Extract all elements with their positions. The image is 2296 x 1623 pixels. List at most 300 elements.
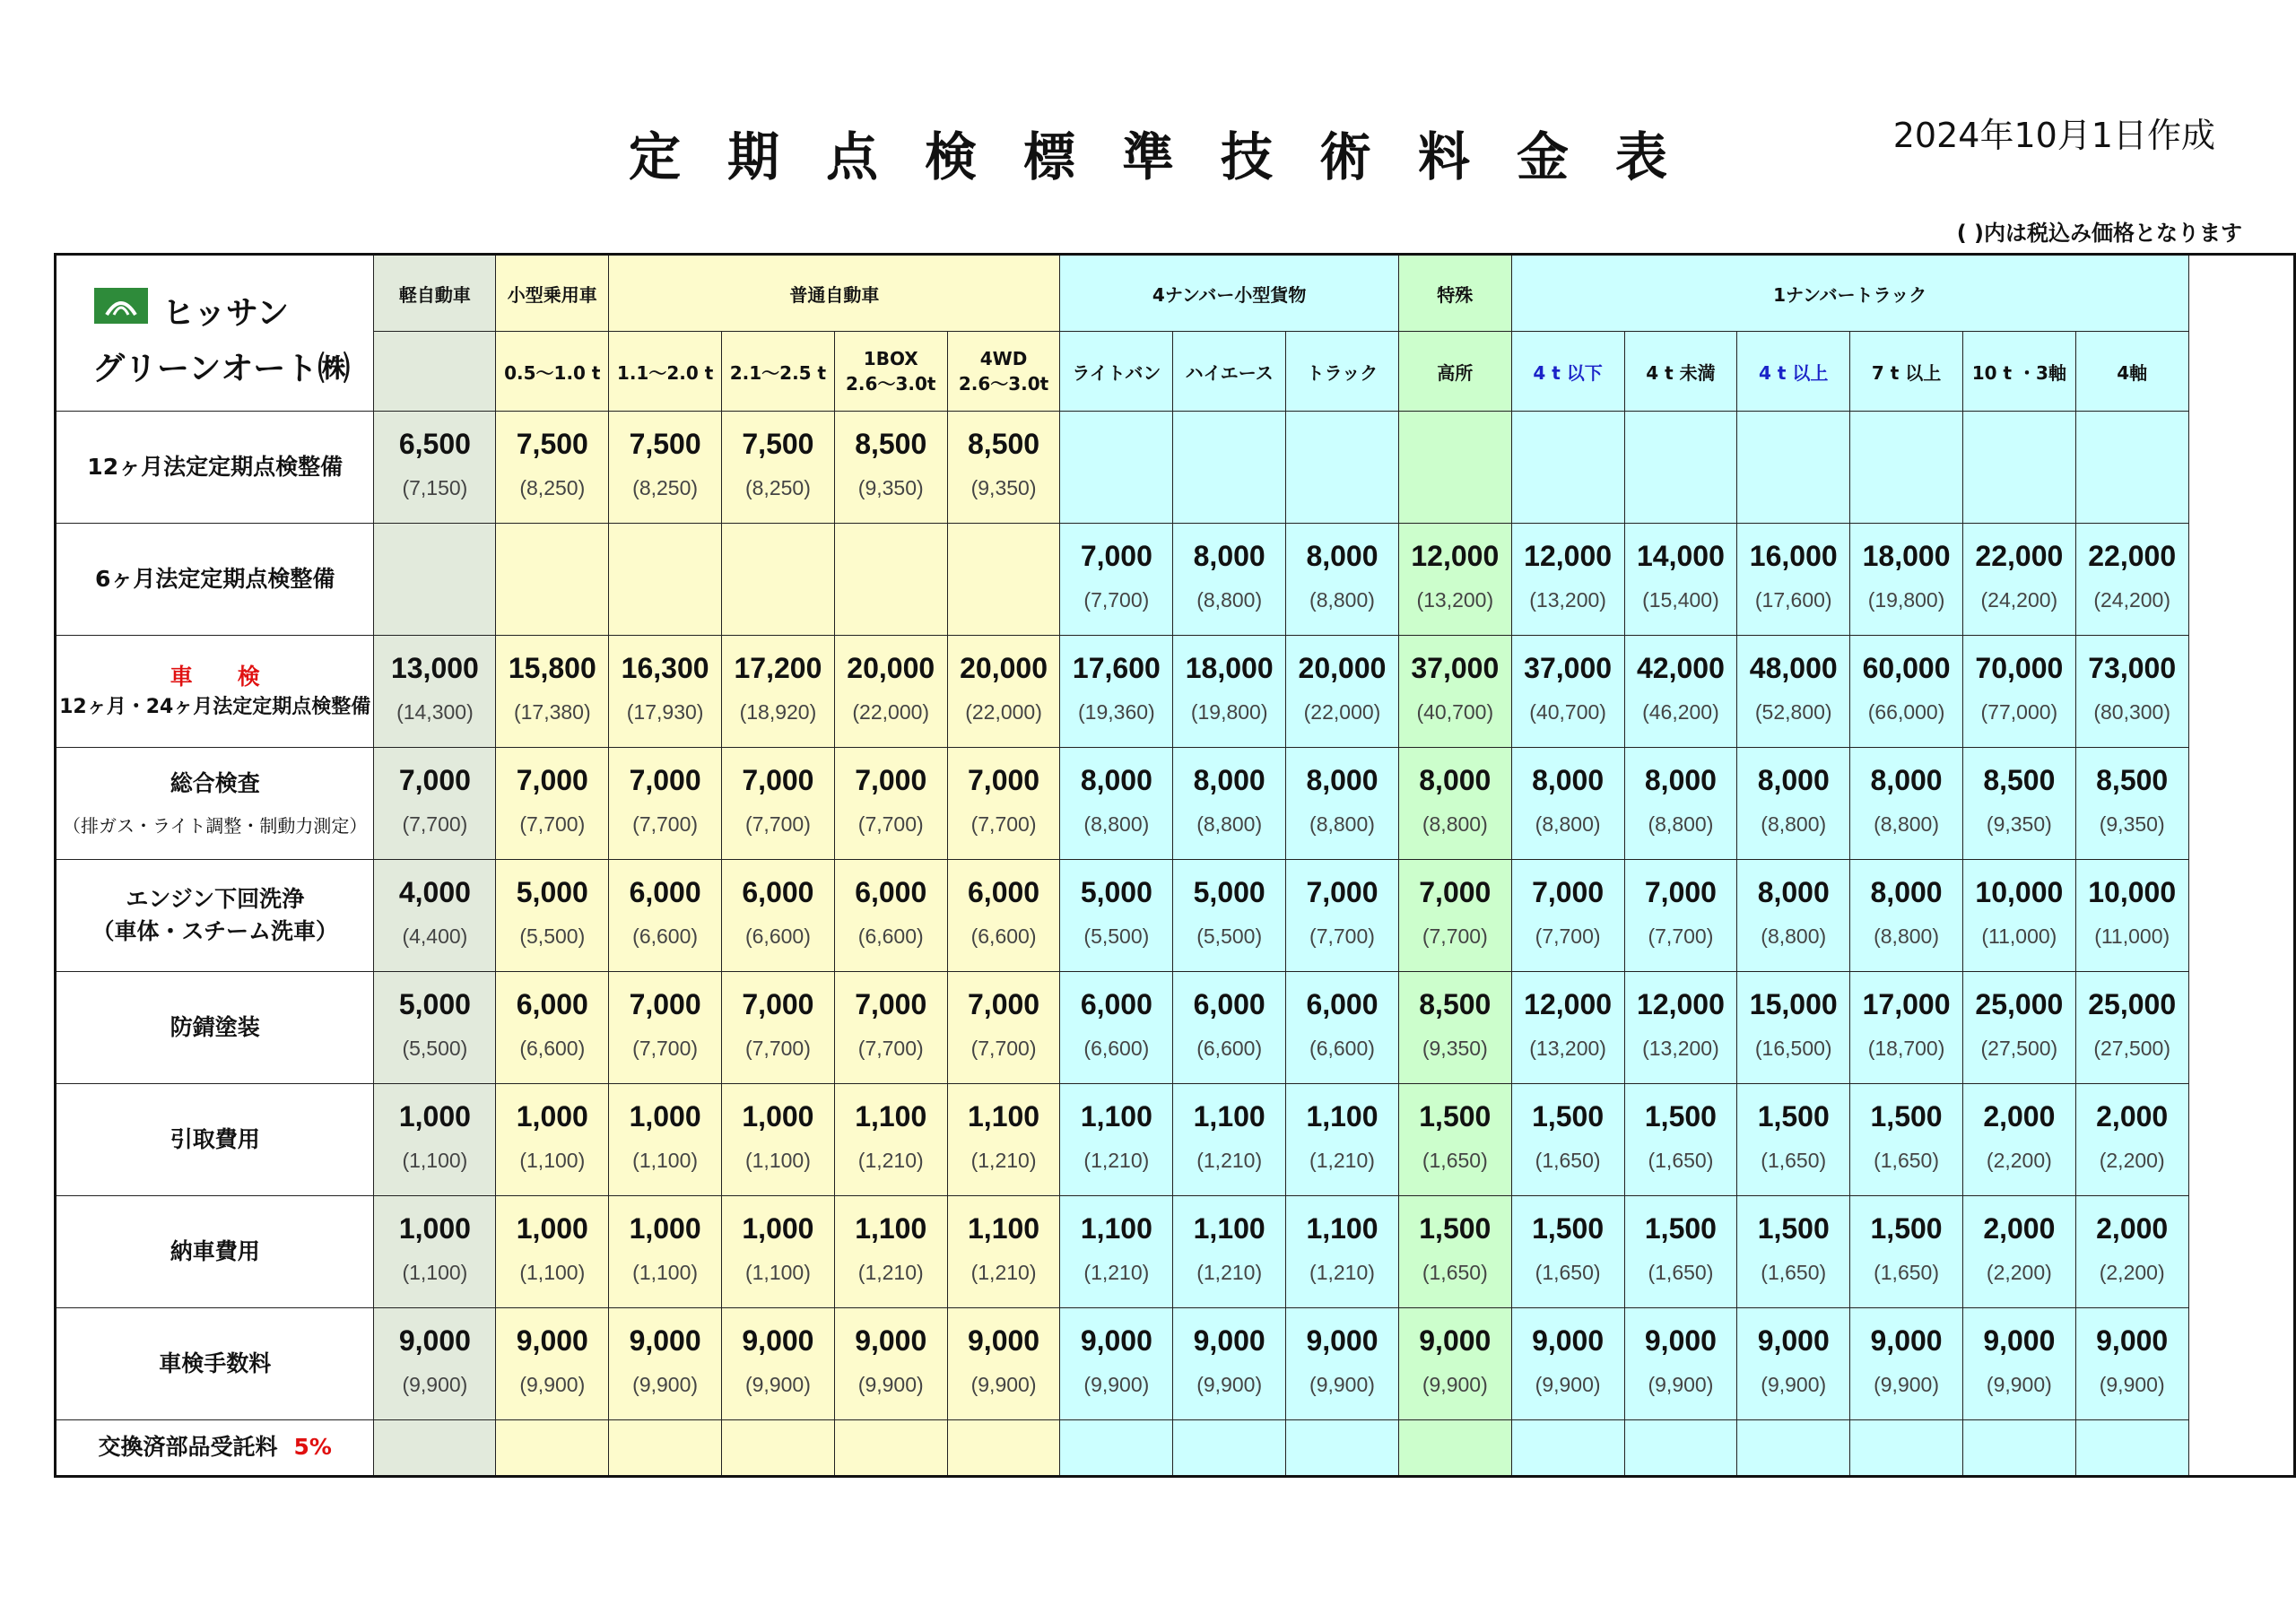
price-value: 1,500 bbox=[1644, 1099, 1717, 1133]
price-value: 37,000 bbox=[1411, 651, 1500, 684]
page-title: 定期点検標準技術料金表 bbox=[628, 126, 1714, 187]
price-value: 18,000 bbox=[1185, 651, 1274, 684]
price-cell bbox=[1286, 1084, 1399, 1196]
empty-cell bbox=[947, 1420, 1060, 1477]
table-row bbox=[56, 748, 2295, 860]
price-cell bbox=[609, 748, 722, 860]
row-label bbox=[56, 412, 374, 524]
price-tax-included: (1,650) bbox=[1761, 1148, 1827, 1172]
empty-cell bbox=[609, 1420, 722, 1477]
price-value: 15,800 bbox=[508, 651, 596, 684]
price-tax-included: (1,210) bbox=[857, 1260, 924, 1284]
price-cell bbox=[1060, 1308, 1173, 1420]
price-value: 9,000 bbox=[742, 1324, 814, 1357]
price-value: 16,000 bbox=[1749, 539, 1838, 572]
price-tax-included: (22,000) bbox=[1303, 699, 1381, 724]
price-cell bbox=[1737, 1308, 1850, 1420]
table-row bbox=[56, 1308, 2295, 1420]
price-value: 2,000 bbox=[1983, 1099, 2056, 1133]
subheader-label: トラック bbox=[1306, 361, 1378, 384]
price-tax-included: (19,360) bbox=[1078, 699, 1155, 724]
price-value: 1,000 bbox=[629, 1211, 701, 1245]
price-tax-included: (1,100) bbox=[632, 1260, 699, 1284]
price-value: 4,000 bbox=[398, 875, 471, 908]
price-cell bbox=[1060, 412, 1173, 524]
price-tax-included: (9,900) bbox=[1761, 1372, 1827, 1396]
price-tax-included: (1,210) bbox=[1196, 1148, 1263, 1172]
price-value: 2,000 bbox=[1983, 1211, 2056, 1245]
price-cell bbox=[1850, 524, 1963, 636]
price-cell bbox=[1850, 1196, 1963, 1308]
empty-cell bbox=[1398, 1420, 1511, 1477]
price-tax-included: (8,800) bbox=[1761, 812, 1827, 836]
price-value: 60,000 bbox=[1862, 651, 1951, 684]
price-value: 7,000 bbox=[629, 763, 701, 796]
price-cell bbox=[947, 1308, 1060, 1420]
price-value: 48,000 bbox=[1749, 651, 1838, 684]
price-tax-included: (19,800) bbox=[1867, 587, 1945, 612]
subheader-label: 7 t 以上 bbox=[1871, 361, 1942, 384]
price-cell bbox=[609, 1084, 722, 1196]
price-tax-included: (7,700) bbox=[970, 1036, 1037, 1060]
price-value: 1,000 bbox=[398, 1211, 471, 1245]
row-label bbox=[56, 1308, 374, 1420]
price-cell bbox=[1511, 412, 1624, 524]
price-value: 9,000 bbox=[1644, 1324, 1717, 1357]
price-cell bbox=[1060, 1084, 1173, 1196]
price-value: 7,500 bbox=[629, 427, 701, 460]
price-tax-included: (9,900) bbox=[1648, 1372, 1714, 1396]
price-cell bbox=[834, 412, 947, 524]
price-value: 13,000 bbox=[390, 651, 479, 684]
price-tax-included: (17,930) bbox=[626, 699, 704, 724]
price-tax-included: (7,150) bbox=[402, 475, 468, 499]
price-tax-included: (9,900) bbox=[2099, 1372, 2165, 1396]
price-value: 1,000 bbox=[516, 1099, 588, 1133]
price-cell bbox=[1398, 1308, 1511, 1420]
price-cell bbox=[374, 412, 496, 524]
price-value: 8,000 bbox=[1306, 539, 1378, 572]
price-cell bbox=[1173, 1308, 1286, 1420]
row-label-main: 車 検 bbox=[170, 663, 260, 690]
empty-cell bbox=[1173, 1420, 1286, 1477]
empty-cell bbox=[1624, 1420, 1737, 1477]
price-value: 17,000 bbox=[1862, 987, 1951, 1020]
row-label-sub: （排ガス・ライト調整・制動力測定） bbox=[63, 814, 368, 837]
price-tax-included: (9,900) bbox=[519, 1372, 586, 1396]
price-cell bbox=[609, 972, 722, 1084]
price-value: 8,000 bbox=[1532, 763, 1605, 796]
price-value: 37,000 bbox=[1524, 651, 1613, 684]
price-cell bbox=[1511, 1196, 1624, 1308]
green-leaf-logo-icon bbox=[94, 288, 148, 324]
price-tax-included: (1,210) bbox=[1083, 1148, 1150, 1172]
price-tax-included: (13,200) bbox=[1642, 1036, 1719, 1060]
price-tax-included: (9,900) bbox=[744, 1372, 811, 1396]
group-header-small: 小型乗用車 bbox=[496, 255, 609, 332]
price-tax-included: (7,700) bbox=[632, 1036, 699, 1060]
price-tax-included: (9,900) bbox=[632, 1372, 699, 1396]
group-header-kei: 軽自動車 bbox=[374, 255, 496, 332]
price-value: 7,000 bbox=[855, 763, 927, 796]
price-tax-included: (9,900) bbox=[970, 1372, 1037, 1396]
company-name-line1: ヒッサン bbox=[162, 295, 290, 332]
subheader-2 bbox=[609, 332, 722, 412]
price-tax-included: (6,600) bbox=[1309, 1036, 1375, 1060]
price-tax-included: (2,200) bbox=[2099, 1260, 2165, 1284]
price-tax-included: (8,800) bbox=[1535, 812, 1601, 836]
price-tax-included: (9,900) bbox=[1874, 1372, 1939, 1396]
price-cell bbox=[1737, 860, 1850, 972]
price-cell bbox=[1962, 1196, 2075, 1308]
price-cell bbox=[1962, 748, 2075, 860]
price-tax-included: (14,300) bbox=[396, 699, 474, 724]
price-value: 8,000 bbox=[1757, 875, 1830, 908]
price-cell bbox=[374, 748, 496, 860]
price-value: 9,000 bbox=[1080, 1324, 1152, 1357]
price-value: 9,000 bbox=[1306, 1324, 1378, 1357]
price-cell bbox=[834, 1084, 947, 1196]
price-tax-included: (9,350) bbox=[857, 475, 924, 499]
price-cell bbox=[1173, 748, 1286, 860]
price-cell bbox=[1737, 1084, 1850, 1196]
price-tax-included: (24,200) bbox=[1980, 587, 2058, 612]
price-tax-included: (5,500) bbox=[1083, 924, 1150, 948]
price-cell bbox=[1624, 524, 1737, 636]
price-value: 1,100 bbox=[968, 1211, 1040, 1245]
price-cell bbox=[1850, 1084, 1963, 1196]
price-value: 6,000 bbox=[629, 875, 701, 908]
price-cell bbox=[722, 1196, 835, 1308]
price-tax-included: (9,350) bbox=[1422, 1036, 1488, 1060]
price-value: 7,000 bbox=[742, 987, 814, 1020]
company-cell bbox=[56, 255, 374, 412]
price-cell bbox=[496, 524, 609, 636]
price-value: 7,000 bbox=[1419, 875, 1492, 908]
price-tax-included: (7,700) bbox=[857, 1036, 924, 1060]
price-cell bbox=[1398, 972, 1511, 1084]
price-cell bbox=[1511, 524, 1624, 636]
subheader-1 bbox=[496, 332, 609, 412]
price-tax-included: (9,350) bbox=[1986, 812, 2052, 836]
price-tax-included: (1,650) bbox=[1761, 1260, 1827, 1284]
price-tax-included: (5,500) bbox=[1196, 924, 1263, 948]
price-cell bbox=[1398, 1084, 1511, 1196]
price-value: 8,000 bbox=[1419, 763, 1492, 796]
price-tax-included: (18,700) bbox=[1867, 1036, 1945, 1060]
price-tax-included: (8,800) bbox=[1309, 812, 1375, 836]
price-cell bbox=[1850, 412, 1963, 524]
price-tax-included: (8,800) bbox=[1874, 812, 1939, 836]
price-value: 10,000 bbox=[2088, 875, 2177, 908]
price-tax-included: (8,800) bbox=[1309, 587, 1375, 612]
price-value: 9,000 bbox=[2096, 1324, 2169, 1357]
price-value: 7,500 bbox=[742, 427, 814, 460]
price-tax-included: (1,210) bbox=[970, 1260, 1037, 1284]
price-cell bbox=[2075, 748, 2188, 860]
price-cell bbox=[1286, 1308, 1399, 1420]
subheader-10 bbox=[1511, 332, 1624, 412]
price-value: 7,000 bbox=[1532, 875, 1605, 908]
price-tax-included: (1,100) bbox=[744, 1148, 811, 1172]
row-label bbox=[56, 972, 374, 1084]
price-tax-included: (52,800) bbox=[1754, 699, 1832, 724]
price-value: 10,000 bbox=[1975, 875, 2064, 908]
price-tax-included: (8,250) bbox=[744, 475, 811, 499]
price-value: 1,000 bbox=[742, 1211, 814, 1245]
price-tax-included: (1,650) bbox=[1874, 1260, 1939, 1284]
price-cell bbox=[609, 1308, 722, 1420]
price-cell bbox=[496, 860, 609, 972]
price-cell bbox=[834, 972, 947, 1084]
price-value: 8,500 bbox=[2096, 763, 2169, 796]
empty-cell bbox=[1850, 1420, 1963, 1477]
row-label-main: 防錆塗装 bbox=[170, 1013, 260, 1040]
price-cell bbox=[1173, 1196, 1286, 1308]
table-row bbox=[56, 636, 2295, 748]
subheader-label: 4 t 以下 bbox=[1533, 361, 1603, 384]
price-cell bbox=[1737, 636, 1850, 748]
price-value: 7,500 bbox=[516, 427, 588, 460]
price-cell bbox=[1850, 1308, 1963, 1420]
empty-cell bbox=[2075, 1420, 2188, 1477]
subheader-15 bbox=[2075, 332, 2188, 412]
subheader-4 bbox=[834, 332, 947, 412]
price-value: 12,000 bbox=[1524, 539, 1613, 572]
empty-cell bbox=[834, 1420, 947, 1477]
price-tax-included: (7,700) bbox=[519, 812, 586, 836]
price-value: 8,000 bbox=[1306, 763, 1378, 796]
price-value: 8,500 bbox=[1983, 763, 2056, 796]
price-value: 6,000 bbox=[855, 875, 927, 908]
price-value: 6,000 bbox=[1306, 987, 1378, 1020]
price-value: 9,000 bbox=[1193, 1324, 1265, 1357]
company-name-line2: グリーンオート㈱ bbox=[92, 351, 351, 387]
price-value: 5,000 bbox=[1080, 875, 1152, 908]
price-tax-included: (5,500) bbox=[519, 924, 586, 948]
price-tax-included: (7,700) bbox=[857, 812, 924, 836]
table-row bbox=[56, 860, 2295, 972]
price-cell bbox=[1173, 860, 1286, 972]
price-tax-included: (1,650) bbox=[1422, 1148, 1488, 1172]
subheader-label: 1BOX 2.6～3.0t bbox=[846, 347, 936, 395]
price-cell bbox=[1624, 1196, 1737, 1308]
subheader-12 bbox=[1737, 332, 1850, 412]
price-value: 6,000 bbox=[1080, 987, 1152, 1020]
price-cell bbox=[1286, 972, 1399, 1084]
price-tax-included: (17,380) bbox=[513, 699, 591, 724]
empty-cell bbox=[1060, 1420, 1173, 1477]
row-label-main: 車検手数料 bbox=[159, 1350, 272, 1376]
row-label-sub: 12ヶ月・24ヶ月法定定期点検整備 bbox=[59, 696, 371, 719]
price-value: 9,000 bbox=[1870, 1324, 1943, 1357]
price-value: 1,100 bbox=[1193, 1211, 1265, 1245]
price-cell bbox=[947, 748, 1060, 860]
price-tax-included: (7,700) bbox=[744, 1036, 811, 1060]
price-value: 7,000 bbox=[1644, 875, 1717, 908]
price-value: 20,000 bbox=[1298, 651, 1387, 684]
row-label bbox=[56, 636, 374, 748]
price-cell bbox=[609, 1196, 722, 1308]
price-value: 14,000 bbox=[1636, 539, 1725, 572]
price-cell bbox=[1060, 860, 1173, 972]
price-value: 6,000 bbox=[968, 875, 1040, 908]
subheader-label: 2.1～2.5 t bbox=[729, 361, 827, 384]
price-cell bbox=[1624, 636, 1737, 748]
price-tax-included: (8,800) bbox=[1761, 924, 1827, 948]
price-tax-included: (22,000) bbox=[852, 699, 930, 724]
price-cell bbox=[1398, 636, 1511, 748]
price-cell bbox=[1398, 1196, 1511, 1308]
price-tax-included: (6,600) bbox=[632, 924, 699, 948]
price-cell bbox=[1962, 972, 2075, 1084]
price-value: 9,000 bbox=[1532, 1324, 1605, 1357]
price-cell bbox=[834, 1196, 947, 1308]
price-tax-included: (1,650) bbox=[1535, 1148, 1601, 1172]
price-cell bbox=[722, 412, 835, 524]
price-cell bbox=[947, 1196, 1060, 1308]
price-tax-included: (66,000) bbox=[1867, 699, 1945, 724]
price-tax-included: (6,600) bbox=[1083, 1036, 1150, 1060]
price-cell bbox=[1624, 1308, 1737, 1420]
price-cell bbox=[1286, 1196, 1399, 1308]
price-cell bbox=[1511, 1308, 1624, 1420]
price-tax-included: (27,500) bbox=[2093, 1036, 2170, 1060]
price-tax-included: (7,700) bbox=[1422, 924, 1488, 948]
price-cell bbox=[1962, 860, 2075, 972]
price-cell bbox=[1737, 748, 1850, 860]
price-cell bbox=[722, 972, 835, 1084]
subheader-label: 高所 bbox=[1437, 361, 1474, 384]
group-header-regular: 普通自動車 bbox=[609, 255, 1060, 332]
price-value: 25,000 bbox=[1975, 987, 2064, 1020]
price-tax-included: (7,700) bbox=[1083, 587, 1150, 612]
subheader-9 bbox=[1398, 332, 1511, 412]
price-value: 8,000 bbox=[1193, 763, 1265, 796]
table-row bbox=[56, 972, 2295, 1084]
price-tax-included: (11,000) bbox=[2094, 924, 2170, 948]
price-value: 8,000 bbox=[1644, 763, 1717, 796]
empty-cell bbox=[1286, 1420, 1399, 1477]
row-label bbox=[56, 860, 374, 972]
price-value: 7,000 bbox=[742, 763, 814, 796]
price-tax-included: (1,100) bbox=[632, 1148, 699, 1172]
price-tax-included: (6,600) bbox=[519, 1036, 586, 1060]
subheader-label: 4軸 bbox=[2117, 361, 2148, 384]
price-tax-included: (27,500) bbox=[1980, 1036, 2058, 1060]
price-cell bbox=[1624, 972, 1737, 1084]
price-tax-included: (15,400) bbox=[1642, 587, 1719, 612]
price-cell bbox=[1737, 1196, 1850, 1308]
price-value: 1,500 bbox=[1870, 1211, 1943, 1245]
price-tax-included: (7,700) bbox=[1648, 924, 1714, 948]
price-tax-included: (2,200) bbox=[1986, 1260, 2052, 1284]
price-tax-included: (2,200) bbox=[2099, 1148, 2165, 1172]
price-tax-included: (13,200) bbox=[1529, 587, 1606, 612]
price-cell bbox=[1624, 412, 1737, 524]
price-tax-included: (6,600) bbox=[744, 924, 811, 948]
price-value: 18,000 bbox=[1862, 539, 1951, 572]
price-value: 7,000 bbox=[968, 987, 1040, 1020]
price-cell bbox=[1962, 412, 2075, 524]
price-cell bbox=[1398, 748, 1511, 860]
price-value: 1,100 bbox=[1306, 1211, 1378, 1245]
price-cell bbox=[374, 1084, 496, 1196]
price-tax-included: (7,700) bbox=[632, 812, 699, 836]
price-cell bbox=[1624, 1084, 1737, 1196]
price-value: 1,100 bbox=[1080, 1211, 1152, 1245]
price-value: 8,000 bbox=[1080, 763, 1152, 796]
price-tax-included: (8,800) bbox=[1874, 924, 1939, 948]
price-cell bbox=[609, 524, 722, 636]
price-value: 1,500 bbox=[1532, 1099, 1605, 1133]
price-tax-included: (5,500) bbox=[402, 1036, 468, 1060]
price-value: 1,500 bbox=[1419, 1211, 1492, 1245]
price-tax-included: (9,900) bbox=[1535, 1372, 1601, 1396]
empty-cell bbox=[496, 1420, 609, 1477]
price-cell bbox=[2075, 1084, 2188, 1196]
price-value: 1,000 bbox=[398, 1099, 471, 1133]
price-cell bbox=[2075, 860, 2188, 972]
price-cell bbox=[1060, 748, 1173, 860]
price-cell bbox=[609, 412, 722, 524]
tax-note: ( )内は税込み価格となります bbox=[1956, 221, 2242, 246]
empty-cell bbox=[1737, 1420, 1850, 1477]
price-cell bbox=[374, 1308, 496, 1420]
table-row bbox=[56, 412, 2295, 524]
price-tax-included: (1,210) bbox=[1309, 1148, 1375, 1172]
price-cell bbox=[1962, 524, 2075, 636]
row-label bbox=[56, 1084, 374, 1196]
price-tax-included: (9,350) bbox=[2099, 812, 2165, 836]
price-cell bbox=[496, 636, 609, 748]
price-value: 1,500 bbox=[1757, 1211, 1830, 1245]
price-tax-included: (9,900) bbox=[1986, 1372, 2052, 1396]
group-header-truck: 1ナンバートラック bbox=[1511, 255, 2188, 332]
price-value: 9,000 bbox=[855, 1324, 927, 1357]
price-cell bbox=[1060, 524, 1173, 636]
price-cell bbox=[2075, 412, 2188, 524]
price-value: 1,100 bbox=[1193, 1099, 1265, 1133]
price-cell bbox=[1286, 748, 1399, 860]
price-value: 1,500 bbox=[1870, 1099, 1943, 1133]
subheader-label: 4 t 以上 bbox=[1759, 361, 1829, 384]
price-value: 8,000 bbox=[1870, 875, 1943, 908]
price-cell bbox=[496, 412, 609, 524]
price-value: 1,100 bbox=[855, 1099, 927, 1133]
price-tax-included: (1,210) bbox=[1309, 1260, 1375, 1284]
price-cell bbox=[1398, 412, 1511, 524]
price-value: 1,100 bbox=[855, 1211, 927, 1245]
price-tax-included: (6,600) bbox=[857, 924, 924, 948]
empty-cell bbox=[1962, 1420, 2075, 1477]
price-cell bbox=[1737, 972, 1850, 1084]
price-cell bbox=[722, 748, 835, 860]
price-value: 73,000 bbox=[2088, 651, 2177, 684]
price-tax-included: (18,920) bbox=[739, 699, 817, 724]
price-tax-included: (4,400) bbox=[402, 924, 468, 948]
price-tax-included: (9,900) bbox=[402, 1372, 468, 1396]
empty-cell bbox=[1511, 1420, 1624, 1477]
price-tax-included: (7,700) bbox=[744, 812, 811, 836]
price-tax-included: (40,700) bbox=[1416, 699, 1494, 724]
price-value: 8,000 bbox=[1193, 539, 1265, 572]
subheader-3 bbox=[722, 332, 835, 412]
subheader-8 bbox=[1286, 332, 1399, 412]
price-value: 1,000 bbox=[516, 1211, 588, 1245]
price-value: 9,000 bbox=[1419, 1324, 1492, 1357]
price-cell bbox=[722, 1308, 835, 1420]
